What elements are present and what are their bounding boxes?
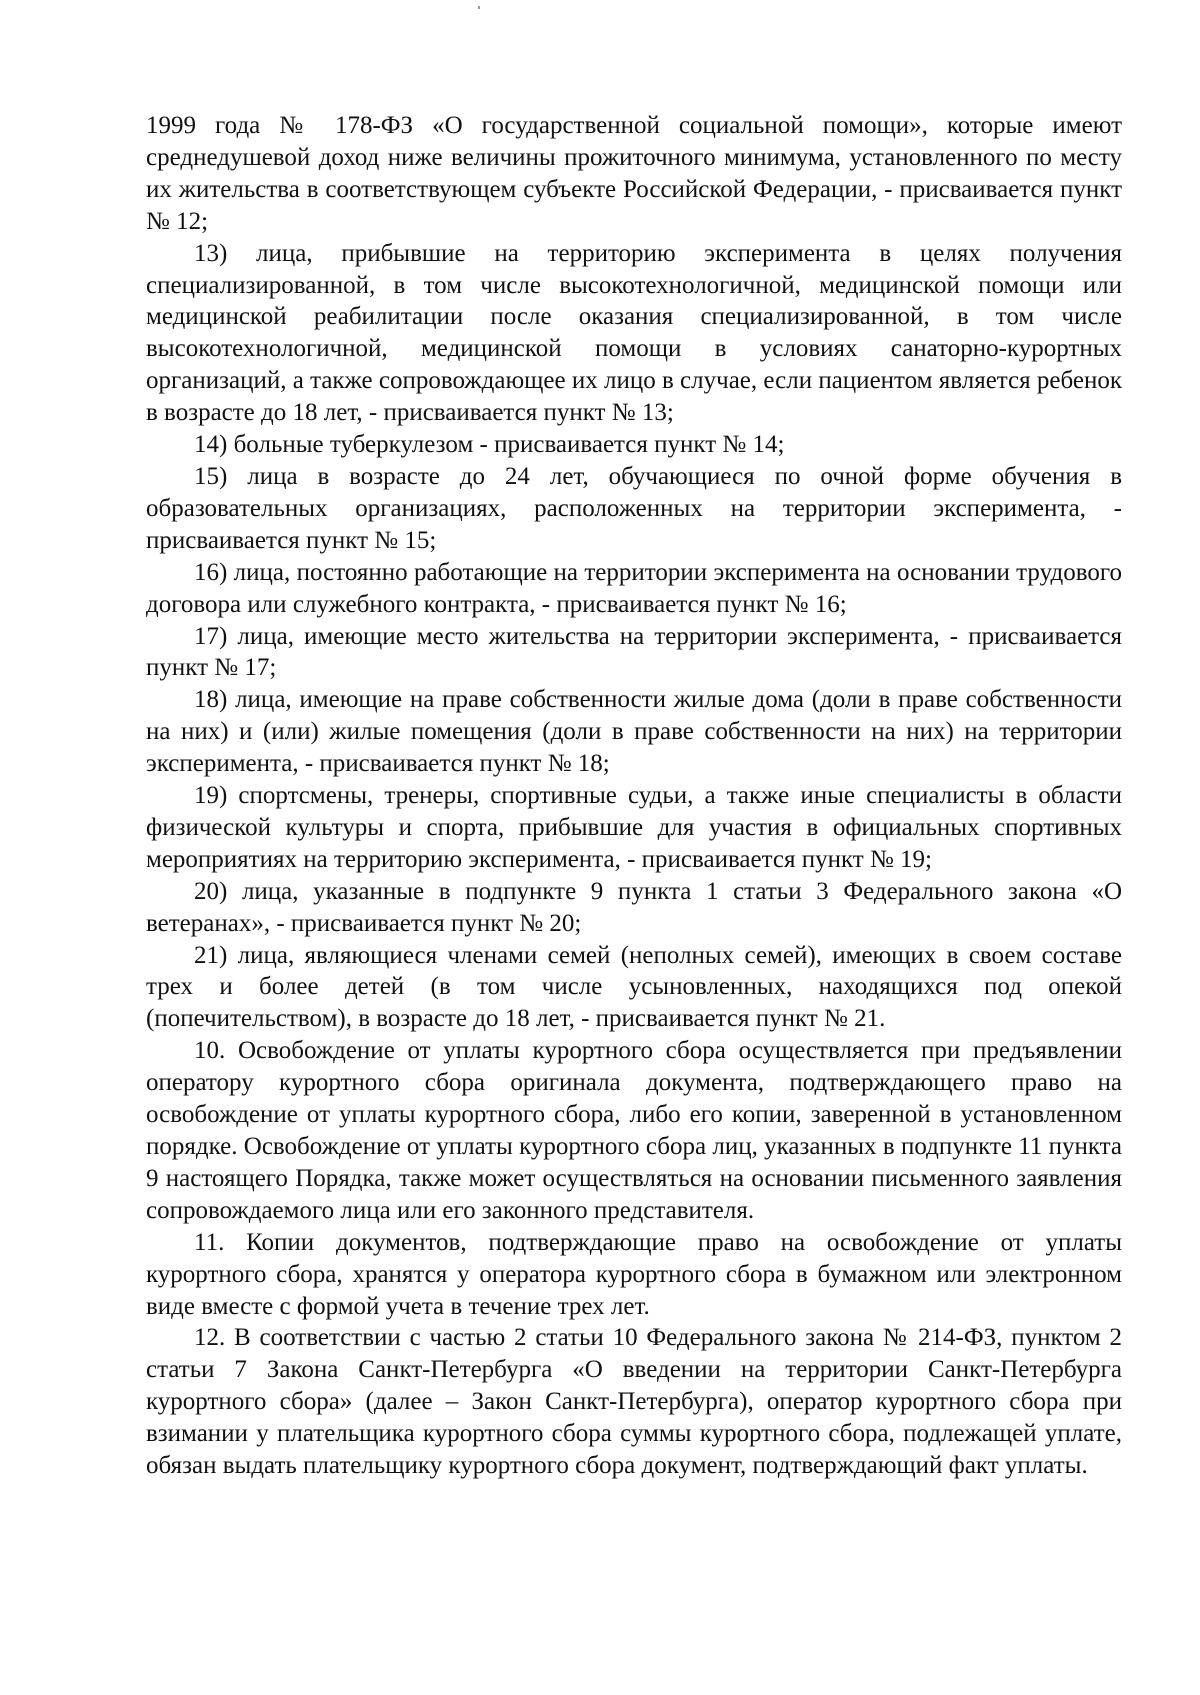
paragraph-item-13: 13) лица, прибывшие на территорию эксперимента в целях получения специализированной, в том числе высокотехнологичной, медицинской помощи или медицинской реабилитации после оказания специализированной, в том числе высокотехнологичной, медицинской помощи в условиях санаторно-курортных организаций, а также сопровождающее их лицо в случае, если пациентом является ребенок в возрасте до 18 лет, - присваивается пункт № 13; bbox=[146, 239, 1122, 427]
paragraph-item-15: 15) лица в возрасте до 24 лет, обучающиеся по очной форме обучения в образовательных организациях, расположенных на территории эксперимента, - присваивается пункт № 15; bbox=[146, 462, 1122, 554]
document-body bbox=[146, 110, 1122, 1482]
paragraph-item-17: 17) лица, имеющие место жительства на территории эксперимента, - присваивается пункт № 17; bbox=[146, 622, 1122, 682]
paragraph-item-20: 20) лица, указанные в подпункте 9 пункта 1 статьи 3 Федерального закона «О ветеранах», - присваивается пункт № 20; bbox=[146, 877, 1122, 937]
paragraph-item-18: 18) лица, имеющие на праве собственности жилые дома (доли в праве собственности на них) и (или) жилые помещения (доли в праве собственности на них) на территории эксперимента, - присваивается пункт № 18; bbox=[146, 686, 1122, 778]
paragraph-item-14: 14) больные туберкулезом - присваивается пункт № 14; bbox=[194, 431, 785, 459]
paragraph-item-19: 19) спортсмены, тренеры, спортивные судьи, а также иные специалисты в области физической культуры и спорта, прибывшие для участия в официальных спортивных мероприятиях на территорию эксперимента, - присваивается пункт № 19; bbox=[146, 782, 1122, 873]
paragraph-item-21: 21) лица, являющиеся членами семей (неполных семей), имеющих в своем составе трех и более детей (в том числе усыновленных, находящихся под опекой (попечительством), в возрасте до 18 лет, - присваивается пункт № 21. bbox=[146, 941, 1122, 1033]
paragraph-section-10: 10. Освобождение от уплаты курортного сбора осуществляется при предъявлении оператору курортного сбора оригинала документа, подтверждающего право на освобождение от уплаты курортного сбора, либо его копии, заверенной в установленном порядке. Освобождение от уплаты курортного сбора лиц, указанных в подпункте 11 пункта 9 настоящего Порядка, также может осуществляться на основании письменного заявления сопровождаемого лица или его законного представителя. bbox=[146, 1037, 1122, 1224]
scan-dot bbox=[478, 6, 480, 9]
paragraph-item-16: 16) лица, постоянно работающие на территории эксперимента на основании трудового договора или служебного контракта, - присваивается пункт № 16; bbox=[146, 558, 1122, 618]
paragraph-section-12: 12. В соответствии с частью 2 статьи 10 Федерального закона № 214-ФЗ, пунктом 2 статьи 7 Закона Санкт-Петербурга «О введении на территории Санкт-Петербурга курортного сбора» (далее – Закон Санкт-Петербурга), оператор курортного сбора при взимании у плательщика курортного сбора суммы курортного сбора, подлежащей уплате, обязан выдать плательщику курортного сбора документ, подтверждающий факт уплаты. bbox=[146, 1324, 1122, 1480]
paragraph-section-11: 11. Копии документов, подтверждающие право на освобождение от уплаты курортного сбора, хранятся у оператора курортного сбора в бумажном или электронном виде вместе с формой учета в течение трех лет. bbox=[146, 1228, 1122, 1320]
paragraph-continuation: 1999 года № 178-ФЗ «О государственной социальной помощи», которые имеют среднедушевой доход ниже величины прожиточного минимума, установленного по месту их жительства в соответствующем субъекте Российской Федерации, - присваивается пункт № 12; bbox=[146, 112, 1122, 235]
